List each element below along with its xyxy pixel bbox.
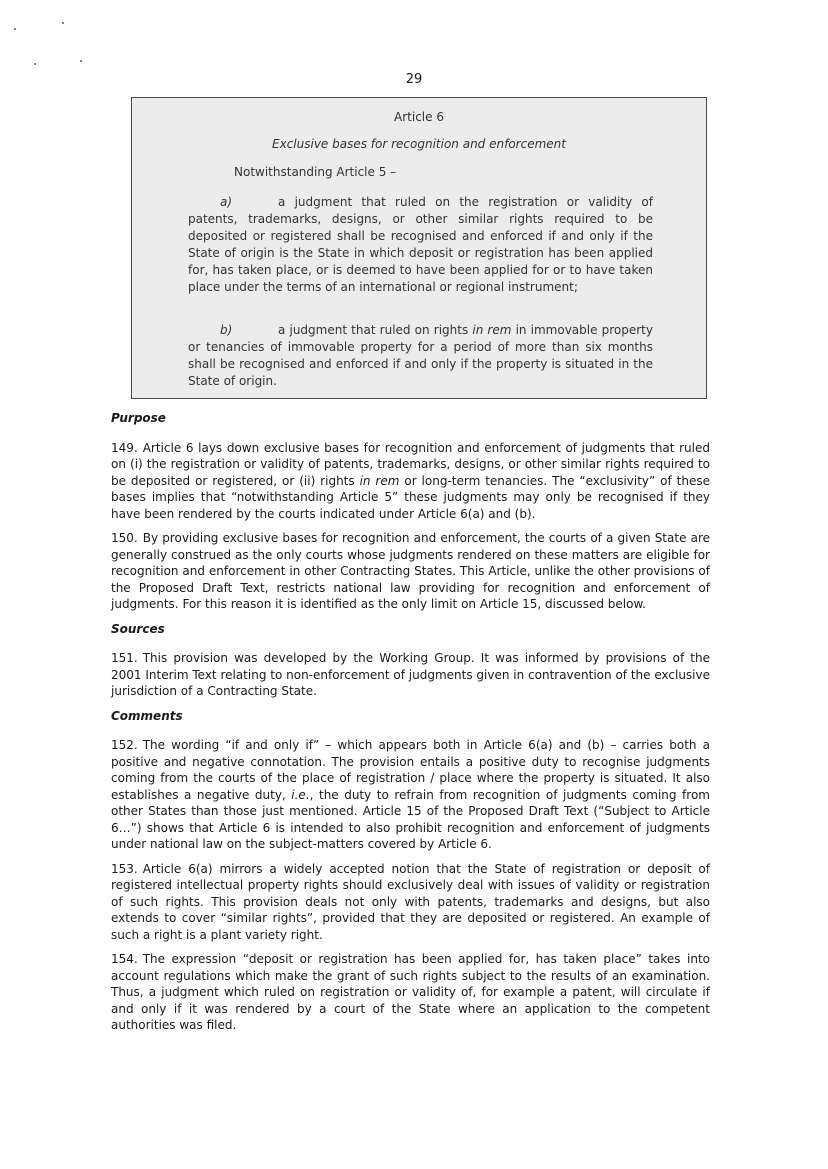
paragraph-text: in immovable property or tenancies of immovable property for a period of more than six months shall be recognised and enforced if and only if the property is situated in the State of origin.: [188, 323, 653, 388]
scan-speck: [80, 60, 82, 62]
paragraph-marker: a): [220, 195, 233, 209]
paragraph-151: [111, 650, 710, 700]
paragraph-text: a judgment that ruled on the registration or validity of patents, trademarks, designs, or other similar rights required to be deposited or registered shall be recognised and enforced if and only if the State of origin is the State in which deposit or registration has been applied for, has taken place, or is deemed to have been applied for or to have taken place under the terms of an international or regional instrument;: [188, 195, 653, 294]
paragraph-text: or long-term tenancies. The “exclusivity” of these bases implies that “notwithstanding Article 5” these judgments may only be recognised if they have been rendered by the courts indicated under Article 6(a) and (b).: [111, 473, 710, 521]
article-intro: Notwithstanding Article 5 –: [234, 165, 397, 179]
paragraph-152: [111, 737, 710, 853]
paragraph-italic: i.e.: [291, 787, 310, 802]
scan-speck: [62, 22, 64, 24]
paragraph-number: 151.: [111, 651, 138, 665]
section-heading-sources: Sources: [111, 621, 165, 636]
article-paragraph-a: [188, 194, 653, 296]
paragraph-153: [111, 861, 710, 944]
paragraph-number: 150.: [111, 531, 138, 545]
section-heading-comments: Comments: [111, 708, 183, 723]
scan-speck: [14, 28, 16, 30]
paragraph-marker: b): [220, 323, 233, 337]
paragraph-italic: in rem: [472, 323, 512, 337]
paragraph-text: This provision was developed by the Working Group. It was informed by provisions of the 2001 Interim Text relating to non-enforcement of judgments given in contravention of the exclusive jurisdiction of a Contracting State.: [111, 651, 711, 698]
article-paragraph-b: [188, 322, 653, 390]
paragraph-text: a judgment that ruled on rights: [278, 323, 469, 337]
main-content: [111, 410, 710, 1042]
paragraph-text: The wording “if and only if” – which appears both in Article 6(a) and (b) – carries both a positive and negative connotation. The provision entails a positive duty to recognise judgments coming from the courts of the place of registration / place where the property is situated. It also establishes a negative duty,: [111, 738, 710, 802]
paragraph-text: Article 6 lays down exclusive bases for recognition and enforcement of judgments that ruled on (i) the registration or validity of patents, trademarks, designs, or other similar rights required to be deposited or registered, or (ii) rights: [111, 440, 710, 488]
paragraph-text: The expression “deposit or registration has been applied for, has taken place” takes into account regulations which make the grant of such rights subject to the results of an examination. Thus, a judgment which ruled on registration or validity of, for example a patent, will circulate if and only if it was rendered by a court of the State where an application to the competent authorities was filed.: [111, 952, 710, 1032]
paragraph-number: 152.: [111, 738, 138, 752]
article-6-box: [131, 97, 707, 399]
paragraph-149: [111, 440, 710, 523]
section-heading-purpose: Purpose: [111, 411, 166, 425]
paragraph-text: Article 6(a) mirrors a widely accepted notion that the State of registration or deposit of registered intellectual property rights should exclusively deal with issues of validity or registration of such rights. This provision deals not only with patents, trademarks and designs, but also extends to cover “similar rights”, provided that they are deposited or registered. An example of such a right is a plant variety right.: [111, 861, 710, 942]
page-number: 29: [405, 72, 423, 87]
paragraph-154: [111, 951, 710, 1034]
paragraph-150: [111, 530, 710, 613]
paragraph-number: 153.: [111, 861, 138, 876]
scan-speck: [34, 63, 36, 65]
paragraph-text: By providing exclusive bases for recognition and enforcement, the courts of a given State are generally construed as the only courts whose judgments rendered on these matters are eligible for recognition and enforcement in other Contracting States. This Article, unlike the other provisions of the Proposed Draft Text, restricts national law providing for recognition and enforcement of judgments. For this reason it is identified as the only limit on Article 15, discussed below.: [111, 531, 710, 611]
paragraph-italic: in rem: [359, 473, 400, 488]
paragraph-number: 154.: [111, 952, 138, 966]
paragraph-text: , the duty to refrain from recognition of judgments coming from other States than those just mentioned. Article 15 of the Proposed Draft Text (“Subject to Article 6…”) shows that Article 6 is intended to also prohibit recognition and enforcement of judgments under national law on the subject-matters covered by Article 6.: [111, 787, 710, 851]
paragraph-number: 149.: [111, 440, 138, 455]
article-title: Article 6: [394, 110, 444, 124]
article-subtitle: Exclusive bases for recognition and enforcement: [272, 137, 566, 151]
